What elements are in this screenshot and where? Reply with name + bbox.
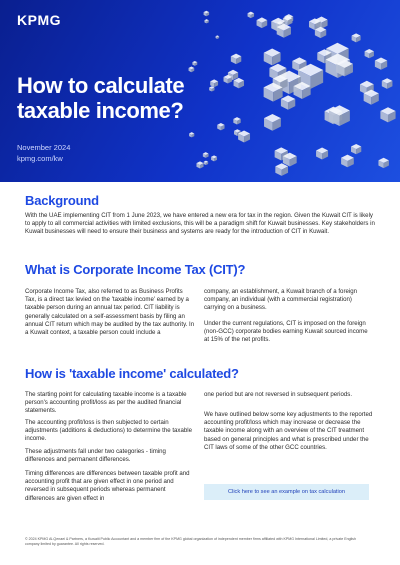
- taxable-left-p1: The starting point for calculating taxable income is a taxable person's accounting profit/loss as per the audited financial statements.: [25, 391, 187, 415]
- copyright-footer: © 2024 KPMG Al-Qenaei & Partners, a Kuwaiti Public Accountant and a member firm of the KPMG global organization of independent member firms affiliated with KPMG International Limited, a private English company limited by guarantee. All rights reserved.: [25, 537, 356, 546]
- cit-heading: What is Corporate Income Tax (CIT)?: [25, 262, 246, 277]
- taxable-heading: How is 'taxable income' calculated?: [25, 366, 239, 381]
- background-text: With the UAE implementing CIT from 1 June 2023, we have entered a new era for tax in the region. Given the Kuwait CIT is likely to apply to all commercial activities with limited exclusions, this will be a paradigm shift for Kuwait businesses. Key stakeholders in Kuwait businesses will need to ensure their business and systems are ready for the introduction of CIT in Kuwait.: [25, 212, 375, 236]
- site-url[interactable]: kpmg.com/kw: [17, 154, 63, 163]
- background-heading: Background: [25, 193, 99, 208]
- taxable-left-p4: Timing differences are differences between taxable profit and accounting profit that are given effect in one period and reversed in subsequent periods whereas permanent differences are given effect in: [25, 470, 190, 502]
- taxable-right-p1: one period but are not reversed in subsequent periods.: [204, 391, 353, 398]
- taxable-left-p2: The accounting profit/loss is then subjected to certain adjustments (additions & deductions) to determine the taxable income.: [25, 419, 192, 443]
- title-line-2: taxable income?: [17, 98, 184, 123]
- taxable-right-p2: We have outlined below some key adjustments to the reported accounting profit/loss which may increase or decrease the taxable income along with an overview of the CIT treatment based on general principles and what is prescribed under the CIT laws of some of the other GCC countries.: [204, 411, 373, 451]
- page-title: [17, 73, 217, 123]
- cit-right-text-1: company, an establishment, a Kuwait branch of a foreign company, an individual (with a commercial registration) carrying on a business.: [204, 288, 357, 312]
- tax-example-link-button[interactable]: Click here to see an example on tax calculation: [204, 484, 369, 500]
- hero-banner: [0, 0, 400, 182]
- cit-left-text: Corporate Income Tax, also referred to as Business Profits Tax, is a direct tax levied on the 'taxable income' earned by a taxable person during an annual tax period. CIT liability is generally calculated on a self-assessment basis by filing an annual CIT return which may be audited by the tax authority. In a Kuwait context, a taxable person could include a: [25, 288, 195, 337]
- publication-date: November 2024: [17, 143, 71, 152]
- cit-right-text-2: Under the current regulations, CIT is imposed on the foreign (non-GCC) corporate bodies earning Kuwait sourced income at 15% of the net profits.: [204, 320, 368, 344]
- title-line-1: How to calculate: [17, 73, 185, 98]
- taxable-left-p3: These adjustments fall under two categories - timing differences and permanent differences.: [25, 448, 166, 464]
- kpmg-logo: KPMG: [17, 12, 61, 28]
